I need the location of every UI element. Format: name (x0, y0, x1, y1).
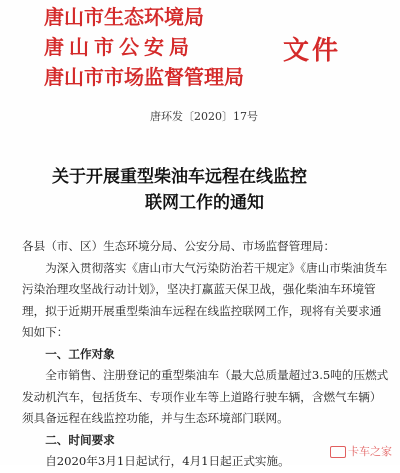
org-ecology-bureau: 唐山市生态环境局 (44, 5, 204, 29)
watermark-text: 卡车之家 (348, 445, 392, 458)
title-line-1: 关于开展重型柴油车远程在线监控 (52, 167, 307, 187)
salutation: 各县（市、区）生态环境分局、公安分局、市场监督管理局： (22, 239, 336, 253)
org-public-security-bureau: 唐山市公安局 (44, 35, 194, 59)
truck-logo-icon (330, 446, 346, 458)
section-1-text: 全市销售、注册登记的重型柴油车（最大总质量超过3.5吨的压燃式发动机汽车，包括货车、专项作业车等上道路行驶车辆，含燃气车辆）须具备远程在线监控功能，并与生态环境部门联网。 (22, 368, 389, 425)
watermark (330, 443, 392, 459)
section-2-text: 自2020年3月1日起试行，4月1日起正式实施。 (45, 454, 290, 468)
title-line-2: 联网工作的通知 (145, 193, 264, 213)
document-number: 唐环发〔2020〕17号 (150, 110, 258, 123)
section-1-heading: 一、工作对象 (45, 346, 115, 361)
org-market-supervision-bureau: 唐山市市场监督管理局 (44, 65, 244, 89)
document-label: 文件 (283, 36, 342, 66)
intro-paragraph: 为深入贯彻落实《唐山市大气污染防治若干规定》《唐山市柴油货车污染治理攻坚战行动计划》，坚决打赢蓝天保卫战，强化柴油车环境管理，拟于近期开展重型柴油车远程在线监控联网工作，现将有关要求通知如下： (22, 260, 388, 339)
document-body (22, 236, 390, 473)
document-title (52, 164, 307, 216)
section-2-heading: 二、时间要求 (45, 432, 115, 447)
issuing-organizations (44, 2, 244, 92)
